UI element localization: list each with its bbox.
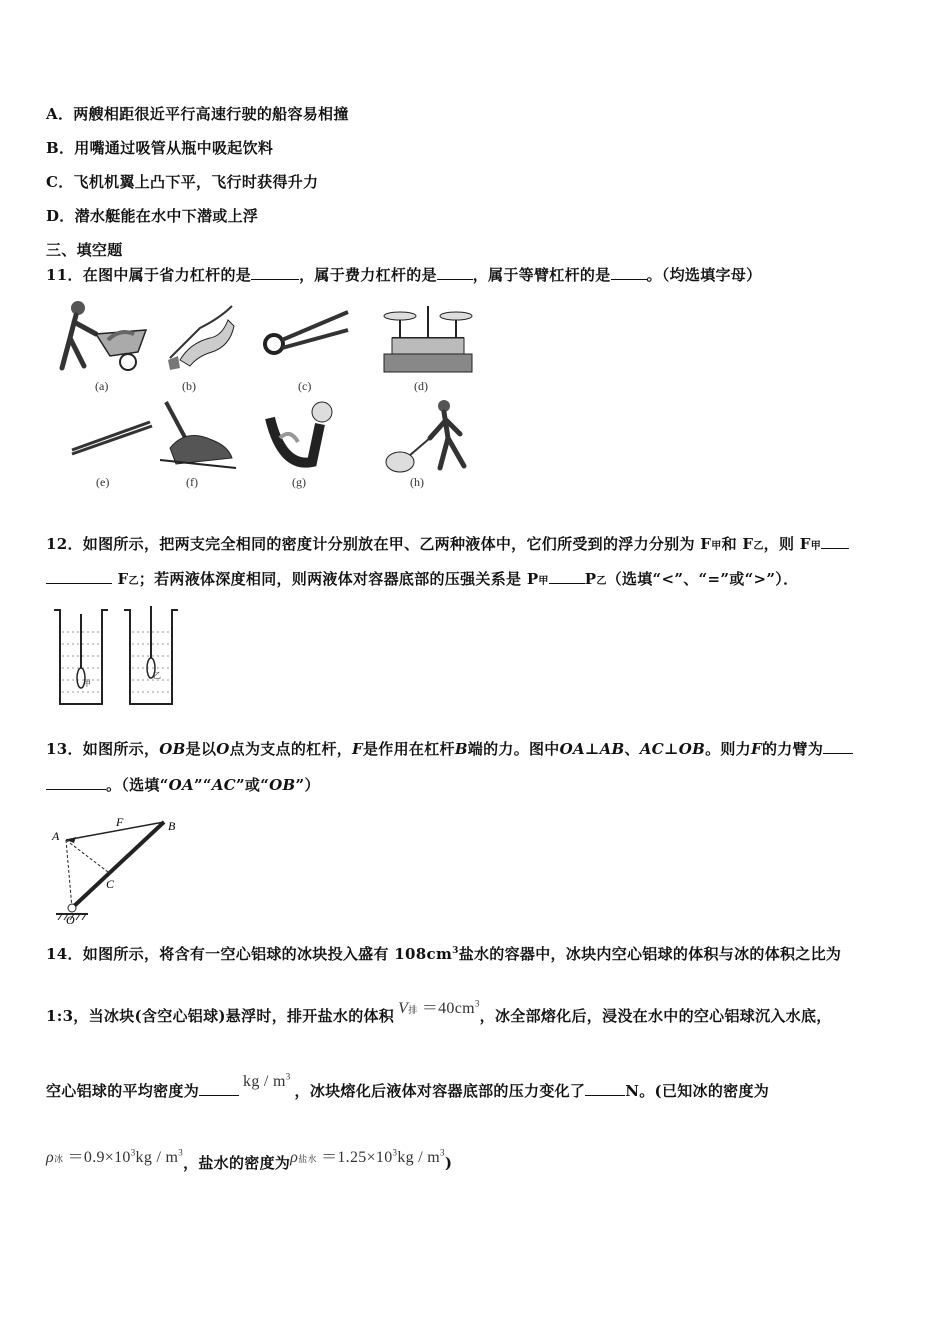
figure-hand-pliers bbox=[160, 298, 240, 378]
question-14-line1: 14．如图所示，将含有一空心铝球的冰块投入盛有 $108cm^3$盐水的容器中，冰块内空心铝球的体积与冰的体积之比为 bbox=[46, 945, 842, 963]
question-13-line2: 。（选填“OA”“AC”或“OB”） bbox=[46, 774, 320, 795]
figure-tweezers bbox=[66, 412, 156, 462]
figure-man-pulling bbox=[382, 398, 482, 478]
question-13-line1: 13．如图所示，OB是以O点为支点的杠杆，F是作用在杠杆B端的力。图中OA⊥AB、AC⊥OB。则力F的力臂为 bbox=[46, 738, 853, 759]
question-11: 11．在图中属于省力杠杆的是 ，属于费力杠杆的是 ，属于等臂杠杆的是 。（均选填字母） bbox=[46, 266, 762, 284]
label-a: A bbox=[52, 829, 60, 843]
option-a: A．两艘相距很近平行高速行驶的船容易相撞 bbox=[46, 105, 349, 123]
question-12-line2: F乙；若两液体深度相同，则两液体对容器底部的压强关系是 P甲 P乙（选填“<”、“=”或“>”）． bbox=[46, 568, 798, 589]
caption-e: (e) bbox=[96, 475, 110, 489]
label-o: O bbox=[66, 913, 75, 926]
section-title: 三、填空题 bbox=[46, 241, 123, 259]
question-14-line3: 空心铝球的平均密度为kg / $m^3$，冰块熔化后液体对容器底部的压力变化了 N。(已知冰的密度为 bbox=[46, 1071, 770, 1100]
caption-a: (a) bbox=[95, 379, 109, 393]
label-c: C bbox=[106, 877, 115, 891]
figure-arm bbox=[262, 398, 344, 478]
label-jia: 甲 bbox=[83, 679, 91, 688]
question-12-line1: 12．如图所示，把两支完全相同的密度计分别放在甲、乙两种液体中，它们所受到的浮力分别为 F甲和 F乙，则 F甲 bbox=[46, 533, 849, 554]
label-b: B bbox=[168, 819, 176, 833]
figure-lever-oab bbox=[44, 810, 194, 926]
caption-d: (d) bbox=[414, 379, 428, 393]
figure-pincers bbox=[258, 298, 353, 378]
caption-f: (f) bbox=[186, 475, 198, 489]
option-b: B．用嘴通过吸管从瓶中吸起饮料 bbox=[46, 139, 274, 157]
label-f: F bbox=[116, 815, 124, 829]
caption-h: (h) bbox=[410, 475, 424, 489]
caption-b: (b) bbox=[182, 379, 196, 393]
label-yi: 乙 bbox=[153, 671, 161, 680]
figure-density-meters bbox=[50, 604, 190, 708]
caption-g: (g) bbox=[292, 475, 306, 489]
option-c: C．飞机机翼上凸下平，飞行时获得升力 bbox=[46, 173, 319, 191]
option-d: D．潜水艇能在水中下潜或上浮 bbox=[46, 207, 259, 225]
figure-wheelbarrow bbox=[48, 298, 158, 378]
figure-balance bbox=[378, 298, 478, 378]
figure-shoe-lever bbox=[156, 398, 240, 478]
caption-c: (c) bbox=[298, 379, 312, 393]
question-14-line2: 1:3，当冰块(含空心铝球)悬浮时，排开盐水的体积 V排 $=40cm^3$，冰全部熔化后，浸没在水中的空心铝球沉入水底， bbox=[46, 998, 832, 1025]
question-14-line4: ρ冰 $=0.9\times 10^3kg / m^3$，盐水的密度为ρ盐水 $=1.25\times 10^3kg / m^3$) bbox=[46, 1147, 453, 1172]
